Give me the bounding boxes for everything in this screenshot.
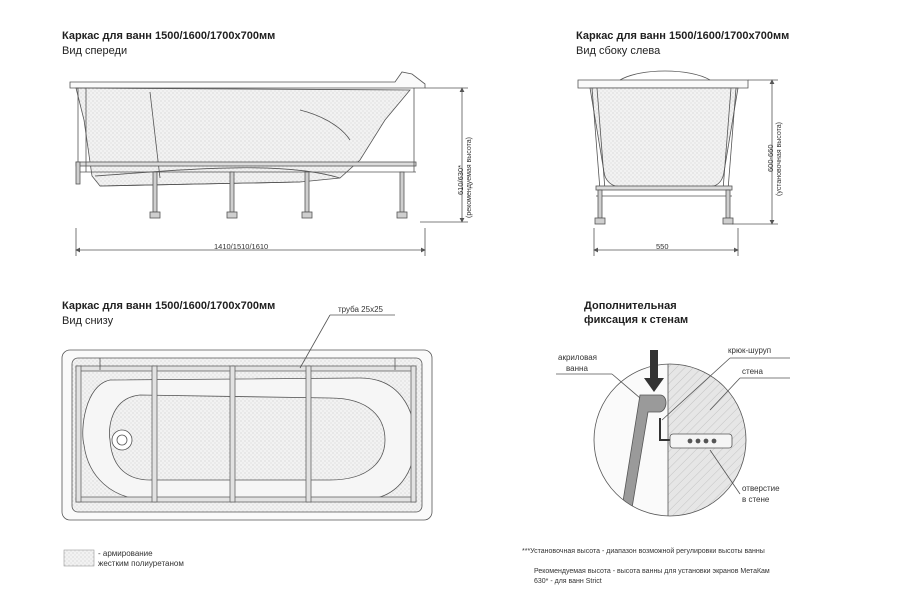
front-height-dimension: 610/630* bbox=[456, 164, 465, 195]
wall-hole-label-line2: в стене bbox=[742, 495, 770, 504]
wall-hole-label-line1: отверстие bbox=[742, 484, 780, 493]
screw-hook-label: крюк-шуруп bbox=[728, 346, 772, 355]
fixation-title-line2: фиксация к стенам bbox=[584, 314, 689, 326]
front-width-dimension: 1410/1510/1610 bbox=[214, 242, 269, 251]
front-view-drawing bbox=[70, 72, 468, 256]
front-view-subtitle: Вид спереди bbox=[62, 45, 128, 57]
legend-line1: - армирование bbox=[98, 549, 153, 558]
side-height-note: (установочная высота) bbox=[776, 122, 783, 196]
note-recommended-height-line2: 630* - для ванн Strict bbox=[534, 578, 602, 585]
legend-swatch bbox=[64, 550, 94, 566]
side-view-title: Каркас для ванн 1500/1600/1700х700мм bbox=[576, 30, 790, 42]
bottom-view-subtitle: Вид снизу bbox=[62, 315, 114, 327]
bottom-view-drawing bbox=[62, 315, 432, 520]
side-width-dimension: 550 bbox=[656, 242, 669, 251]
front-height-note: (рекомендуемая высота) bbox=[466, 137, 473, 218]
fixation-title-line1: Дополнительная bbox=[584, 300, 677, 312]
tube-label: труба 25х25 bbox=[338, 305, 383, 314]
bottom-view-title: Каркас для ванн 1500/1600/1700х700мм bbox=[62, 300, 276, 312]
wall-label: стена bbox=[742, 367, 763, 376]
side-view-drawing bbox=[578, 71, 778, 256]
side-height-dimension: 600-660 bbox=[766, 144, 775, 172]
legend-line2: жестким полиуретаном bbox=[98, 559, 184, 568]
acrylic-bath-label-line2: ванна bbox=[566, 364, 588, 373]
side-view-subtitle: Вид сбоку слева bbox=[576, 45, 661, 57]
note-recommended-height-line1: Рекомендуемая высота - высота ванны для установки экранов МетаКам bbox=[534, 568, 770, 575]
acrylic-bath-label-line1: акриловая bbox=[558, 353, 598, 362]
note-installation-height: ***Установочная высота - диапазон возможной регулировки высоты ванны bbox=[522, 548, 765, 555]
front-view-title: Каркас для ванн 1500/1600/1700х700мм bbox=[62, 30, 276, 42]
